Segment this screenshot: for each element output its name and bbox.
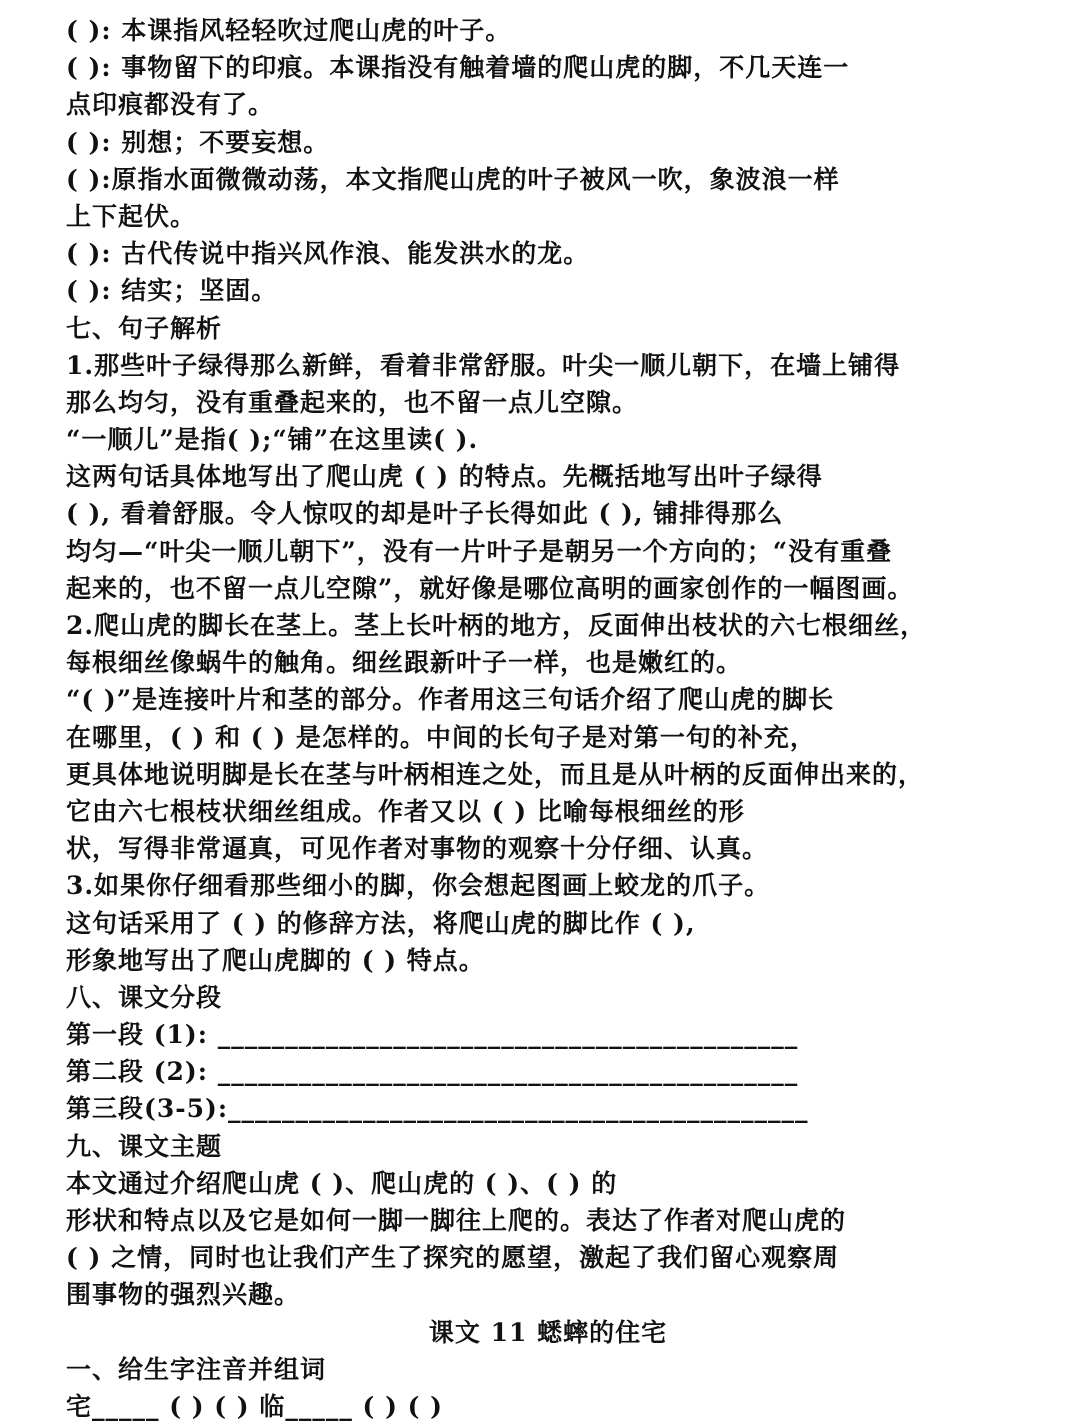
vocab-line-dont-think: ( ): 别想；不要妄想。 bbox=[66, 127, 330, 157]
analysis-2-line-2: 在哪里，( ) 和 ( ) 是怎样的。中间的长句子是对第一句的补充， bbox=[66, 722, 816, 752]
analysis-3-line-1: 这句话采用了 ( ) 的修辞方法，将爬山虎的脚比作 ( ), bbox=[66, 908, 696, 938]
analysis-3-line-2: 形象地写出了爬山虎脚的 ( ) 特点。 bbox=[66, 945, 485, 975]
analysis-1-line-3: 均匀—“叶尖一顺儿朝下”，没有一片叶子是朝另一个方向的；“没有重叠 bbox=[66, 536, 893, 566]
pinyin-word-line: 宅_____ ( ) ( ) 临_____ ( ) ( ) bbox=[66, 1391, 443, 1421]
vocab-line-ripple: ( ):原指水面微微动荡，本文指爬山虎的叶子被风一吹，象波浪一样 bbox=[66, 164, 840, 194]
theme-line-2: 形状和特点以及它是如何一脚一脚往上爬的。表达了作者对爬山虎的 bbox=[66, 1206, 847, 1235]
section-heading-1: 一、给生字注音并组词 bbox=[66, 1354, 327, 1384]
sentence-1: 1.那些叶子绿得那么新鲜，看着非常舒服。叶尖一顺儿朝下，在墙上铺得 bbox=[66, 350, 901, 380]
analysis-1-line-1: 这两句话具体地写出了爬山虎 ( ) 的特点。先概括地写出叶子绿得 bbox=[66, 462, 823, 492]
vocab-line-dragon: ( ): 古代传说中指兴风作浪、能发洪水的龙。 bbox=[66, 239, 590, 269]
vocab-line-trace-cont: 点印痕都没有了。 bbox=[66, 90, 275, 120]
theme-line-3: ( ) 之情，同时也让我们产生了探究的愿望，激起了我们留心观察周 bbox=[66, 1243, 840, 1273]
section-heading-8: 八、课文分段 bbox=[66, 982, 223, 1012]
analysis-2-line-3: 更具体地说明脚是长在茎与叶柄相连之处，而且是从叶柄的反面伸出来的， bbox=[66, 759, 925, 789]
vocab-line-ripple-cont: 上下起伏。 bbox=[66, 201, 197, 231]
theme-line-1: 本文通过介绍爬山虎 ( )、爬山虎的 ( )、( ) 的 bbox=[66, 1168, 618, 1198]
analysis-1-line-4: 起来的，也不留一点儿空隙”，就好像是哪位高明的画家创作的一幅图画。 bbox=[66, 573, 914, 603]
analysis-1-line-2: ( ), 看着舒服。令人惊叹的却是叶子长得如此 ( ), 铺排得那么 bbox=[66, 499, 784, 529]
section-heading-7: 七、句子解析 bbox=[66, 313, 223, 343]
vocab-line-breeze: ( ): 本课指风轻轻吹过爬山虎的叶子。 bbox=[66, 16, 512, 45]
section-heading-9: 九、课文主题 bbox=[66, 1131, 223, 1161]
paragraph-division-3: 第三段(3-5):___________________________________________ bbox=[66, 1094, 809, 1124]
sentence-3: 3.如果你仔细看那些细小的脚，你会想起图画上蛟龙的爪子。 bbox=[66, 871, 771, 901]
vocab-line-trace: ( ): 事物留下的印痕。本课指没有触着墙的爬山虎的脚，不几天连一 bbox=[66, 53, 850, 83]
analysis-2-line-1: “( )”是连接叶片和茎的部分。作者用这三句话介绍了爬山虎的脚长 bbox=[66, 685, 835, 715]
analysis-2-line-4: 它由六七根枝状细丝组成。作者又以 ( ) 比喻每根细丝的形 bbox=[66, 796, 745, 826]
question-1a: “一顺儿”是指( );“铺”在这里读( ). bbox=[66, 425, 479, 455]
paragraph-division-2: 第二段 (2): ___________________________________________ bbox=[66, 1057, 799, 1087]
sentence-1-cont: 那么均匀，没有重叠起来的，也不留一点儿空隙。 bbox=[66, 387, 639, 417]
lesson-title: 课文 11 蟋蟀的住宅 bbox=[428, 1317, 668, 1347]
analysis-2-line-5: 状，写得非常逼真，可见作者对事物的观察十分仔细、认真。 bbox=[66, 834, 769, 864]
paragraph-division-1: 第一段 (1): ___________________________________________ bbox=[66, 1020, 799, 1050]
sentence-2: 2.爬山虎的脚长在茎上。茎上长叶柄的地方，反面伸出枝状的六七根细丝， bbox=[66, 611, 927, 640]
vocab-line-sturdy: ( ): 结实；坚固。 bbox=[66, 276, 278, 306]
theme-line-4: 围事物的强烈兴趣。 bbox=[66, 1280, 301, 1310]
sentence-2-cont: 每根细丝像蜗牛的触角。细丝跟新叶子一样，也是嫩红的。 bbox=[66, 648, 743, 678]
